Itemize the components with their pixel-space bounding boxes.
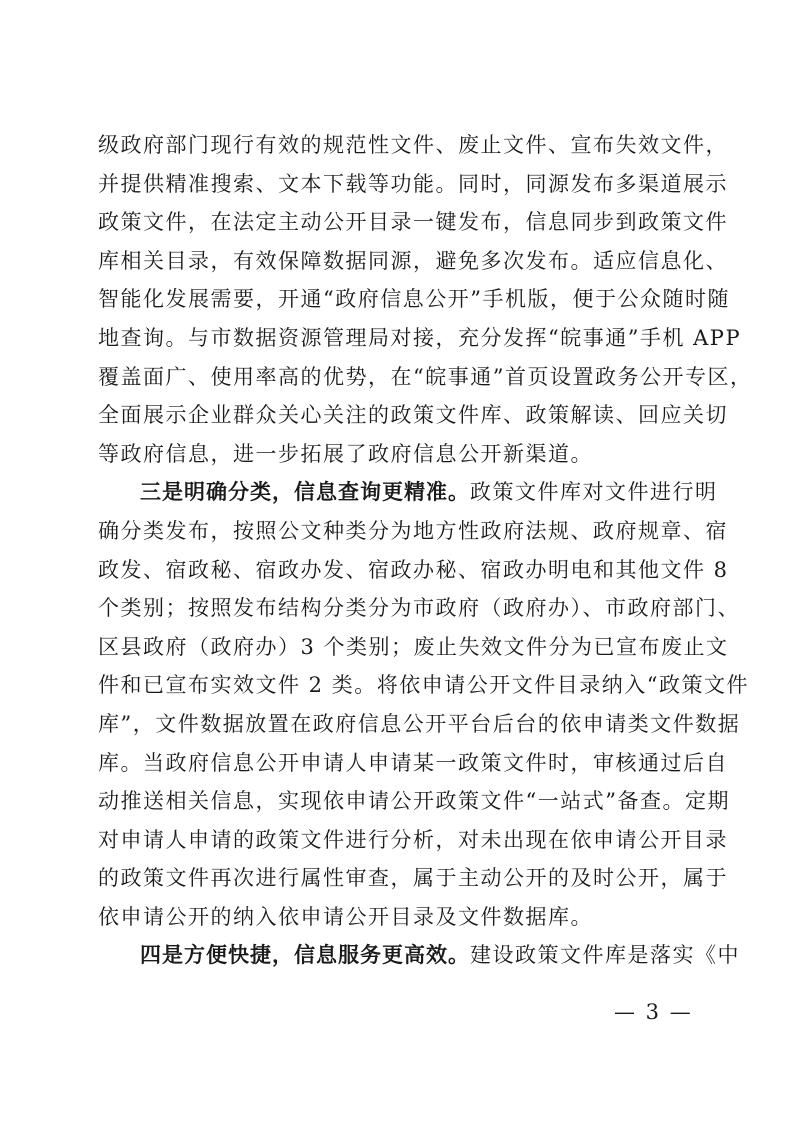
text-line: 区县政府（政府办）3 个类别；废止失效文件分为已宣布废止文 [98, 634, 729, 659]
text-line: 级政府部门现行有效的规范性文件、废止文件、宣布失效文件， [98, 133, 728, 157]
text-line: 并提供精准搜索、文本下载等功能。同时，同源发布多渠道展示 [98, 171, 728, 196]
text-line: 库”，文件数据放置在政府信息公开平台后台的依申请类文件数据 [98, 711, 741, 736]
text-line: 等政府信息，进一步拓展了政府信息公开新渠道。 [98, 441, 593, 466]
text-line: 智能化发展需要，开通“政府信息公开”手机版，便于公众随时随 [98, 287, 730, 312]
section-heading: 三是明确分类，信息查询更精准。 [140, 480, 470, 505]
text-line-rest: 政策文件库对文件进行明 [470, 480, 718, 505]
section-heading: 四是方便快捷，信息服务更高效。 [140, 943, 470, 968]
text-line: 库相关目录，有效保障数据同源，避免多次发布。适应信息化、 [98, 248, 728, 273]
page-number: — 3 — [614, 1000, 693, 1024]
text-line [98, 936, 740, 975]
paragraph-2 [98, 473, 749, 936]
text-line: 地查询。与市数据资源管理局对接，充分发挥“皖事通”手机 APP [98, 325, 742, 350]
text-line: 确分类发布，按照公文种类分为地方性政府法规、政府规章、宿 [98, 518, 728, 543]
text-line: 政策文件，在法定主动公开目录一键发布，信息同步到政策文件 [98, 210, 728, 235]
text-line: 件和已宣布实效文件 2 类。将依申请公开文件目录纳入“政策文件 [98, 673, 749, 698]
text-line: 依申请公开的纳入依申请公开目录及文件数据库。 [98, 904, 593, 929]
text-line: 对申请人申请的政策文件进行分析，对未出现在依申请公开目录 [98, 827, 728, 852]
paragraph-3 [98, 936, 740, 975]
paragraph-1 [98, 126, 753, 473]
text-line-rest: 建设政策文件库是落实《中 [470, 943, 740, 968]
text-line: 政发、宿政秘、宿政办发、宿政办秘、宿政办明电和其他文件 8 [98, 557, 729, 582]
text-line: 库。当政府信息公开申请人申请某一政策文件时，审核通过后自 [98, 750, 728, 775]
text-line: 的政策文件再次进行属性审查，属于主动公开的及时公开，属于 [98, 866, 728, 891]
text-line [98, 473, 718, 512]
text-line: 个类别；按照发布结构分类分为市政府（政府办）、市政府部门、 [98, 596, 740, 621]
text-line: 覆盖面广、使用率高的优势，在“皖事通”首页设置政务公开专区， [98, 364, 753, 389]
text-line: 全面展示企业群众关心关注的政策文件库、政策解读、回应关切 [98, 403, 728, 428]
text-line: 动推送相关信息，实现依申请公开政策文件“一站式”备查。定期 [98, 789, 730, 814]
document-body [98, 126, 753, 975]
